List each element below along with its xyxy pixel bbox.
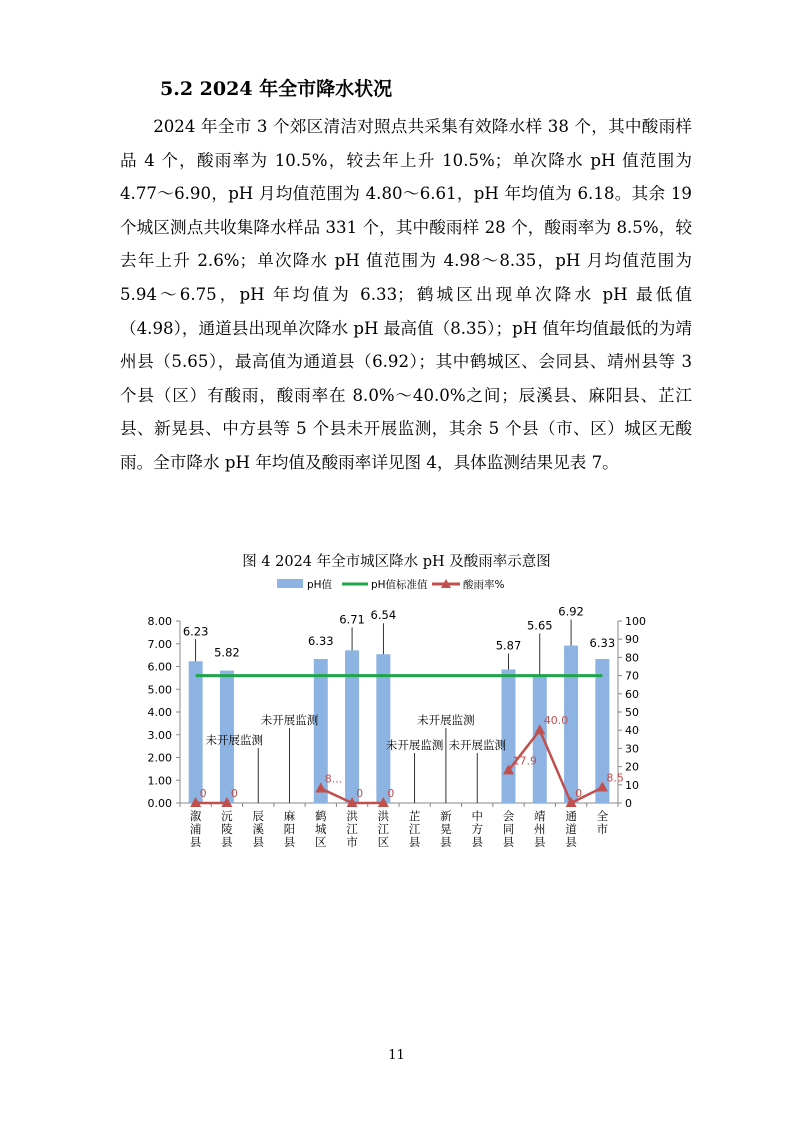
left-tick-label: 5.00 — [147, 683, 172, 697]
rate-value-label: 0 — [230, 787, 238, 800]
category-label: 新晃县 — [440, 809, 452, 849]
left-tick-label: 2.00 — [147, 751, 172, 765]
right-tick-label: 40 — [625, 724, 639, 738]
right-tick-label: 100 — [625, 615, 646, 628]
rate-value-label: 0 — [199, 787, 207, 800]
category-label: 靖州县 — [534, 809, 546, 849]
section-title: 5.2 2024 年全市降水状况 — [160, 78, 393, 100]
category-label: 辰溪县 — [252, 809, 264, 849]
rate-value-label: 0 — [387, 787, 395, 800]
right-tick-label: 30 — [625, 742, 639, 756]
right-tick-label: 80 — [625, 651, 639, 665]
bar-ph — [345, 650, 359, 803]
bar-value-label: 5.82 — [214, 645, 240, 660]
annotation-not-monitored: 未开展监测 — [417, 713, 475, 727]
bar-value-label: 6.33 — [307, 633, 334, 648]
category-label: 会同县 — [502, 809, 515, 849]
left-tick-label: 0.00 — [147, 797, 172, 810]
right-tick-label: 0 — [625, 797, 632, 810]
left-tick-label: 1.00 — [147, 774, 172, 788]
rate-value-label: 0 — [575, 787, 583, 800]
category-label: 鹤城区 — [315, 809, 327, 849]
annotation-not-monitored: 未开展监测 — [205, 733, 263, 747]
left-tick-label: 7.00 — [147, 637, 172, 651]
category-label: 通道县 — [565, 809, 577, 849]
combo-chart — [120, 572, 646, 862]
left-tick-label: 6.00 — [147, 660, 172, 674]
bar-value-label: 5.65 — [526, 618, 553, 633]
bar-value-label: 6.23 — [182, 624, 209, 639]
annotation-not-monitored: 未开展监测 — [260, 713, 319, 727]
category-label: 沅陵县 — [221, 809, 233, 849]
body-text — [120, 110, 692, 480]
bar-value-label: 6.54 — [370, 608, 397, 623]
figure-caption: 图 4 2024 年全市城区降水 pH 及酸雨率示意图 — [242, 554, 551, 570]
legend-label-bar: pH值 — [307, 579, 333, 591]
bar-value-label: 6.33 — [589, 635, 616, 650]
category-label: 洪江区 — [377, 809, 390, 849]
left-tick-label: 8.00 — [147, 615, 172, 628]
right-tick-label: 20 — [625, 760, 639, 774]
rate-value-label: 0 — [356, 787, 364, 800]
bar-value-label: 6.71 — [339, 612, 365, 627]
annotation-not-monitored: 未开展监测 — [385, 738, 444, 752]
rate-value-label: 8... — [324, 772, 343, 786]
page-number: 11 — [388, 1048, 405, 1063]
bar-ph — [189, 661, 203, 803]
category-label: 麻阳县 — [283, 809, 296, 849]
left-tick-label: 3.00 — [147, 728, 172, 742]
right-tick-label: 50 — [625, 706, 639, 719]
bar-value-label: 5.87 — [495, 638, 522, 653]
rate-value-label: 8.5 — [606, 771, 624, 785]
bar-ph — [502, 669, 516, 803]
category-label: 全市 — [596, 809, 609, 836]
category-label: 中方县 — [471, 809, 483, 849]
legend-label-standard: pH值标准值 — [371, 579, 428, 591]
category-label: 洪江市 — [346, 809, 358, 849]
right-tick-label: 90 — [625, 633, 639, 647]
annotation-not-monitored: 未开展监测 — [448, 738, 506, 752]
rate-value-label: 17.9 — [512, 754, 537, 768]
legend-swatch-bar — [277, 579, 303, 588]
category-label: 溆浦县 — [189, 809, 202, 849]
left-tick-label: 4.00 — [147, 706, 172, 719]
legend-label-rate: 酸雨率% — [463, 579, 505, 591]
category-label: 芷江县 — [408, 809, 421, 849]
right-tick-label: 10 — [625, 778, 639, 792]
right-tick-label: 60 — [625, 687, 639, 701]
rate-value-label: 40.0 — [543, 714, 569, 728]
paragraph: 2024 年全市 3 个郊区清洁对照点共采集有效降水样 38 个，其中酸雨样品 4 个，酸雨率为 10.5%，较去年上升 10.5%；单次降水 pH 值范围为 4.77～6.90，pH 月均值范围为 4.80～6.61，pH 年均值为 6.18。其余 19 个城区测点共收集降水样品 331 个，其中酸雨样 28 个，酸雨率为 8.5%，较去年上升 2.6%；单次降水 pH 值范围为 4.98～8.35，pH 月均值范围为 5.94～6.75，pH 年均值为 6.33；鹤城区出现单次降水 pH 最低值（4.98），通道县出现单次降水 pH 最高值（8.35）；pH 值年均值最低的为靖州县（5.65），最高值为通道县（6.92）；其中鹤城区、会同县、靖州县等 3 个县（区）有酸雨，酸雨率在 8.0%～40.0%之间；辰溪县、麻阳县、芷江县、新晃县、中方县等 5 个县未开展监测，其余 5 个县（市、区）城区无酸雨。全市降水 pH 年均值及酸雨率详见图 4，具体监测结果见表 7。 — [120, 117, 692, 472]
bar-value-label: 6.92 — [558, 604, 584, 619]
right-tick-label: 70 — [625, 669, 639, 683]
